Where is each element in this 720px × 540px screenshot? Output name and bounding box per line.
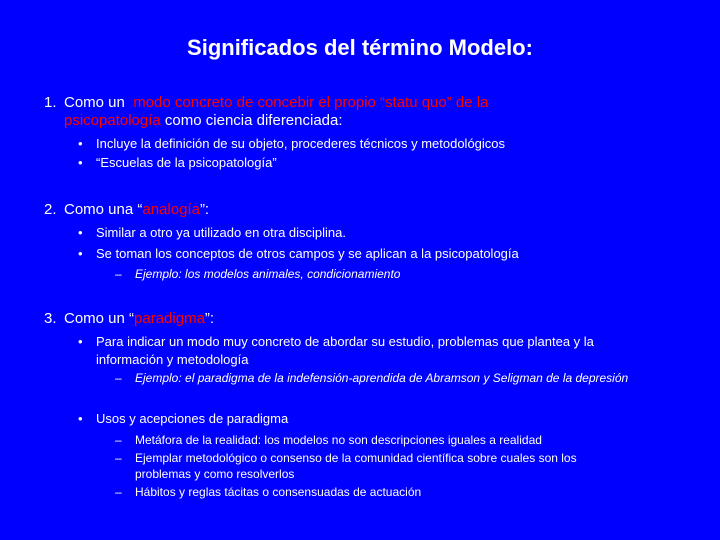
- section-3-highlight: paradigma: [134, 310, 205, 327]
- section-1-highlight-b: psicopatología: [64, 112, 161, 129]
- dash-icon: –: [115, 451, 122, 465]
- section-2-suffix: ”:: [199, 201, 210, 218]
- section-3-bullet-2-sub-1: [115, 432, 710, 448]
- bullet-text: Similar a otro ya utilizado en otra disciplina.: [96, 225, 347, 240]
- section-3-bullet-2-sub-3: [115, 484, 710, 500]
- sub-text: Ejemplo: el paradigma de la indefensión-aprendida de Abramson y Seligman de la depresión: [135, 371, 629, 385]
- section-3-prefix: Como un “: [64, 310, 135, 327]
- sub-text-line-1: Ejemplar metodológico o consenso de la comunidad científica sobre cuales son los: [135, 451, 577, 465]
- section-2-prefix: Como una “: [64, 201, 143, 218]
- bullet-icon: •: [78, 155, 83, 170]
- section-1: [44, 94, 714, 130]
- sub-text: Metáfora de la realidad: los modelos no son descripciones iguales a realidad: [135, 433, 542, 447]
- bullet-text-line-2: información y metodología: [96, 352, 249, 367]
- section-3-bullet-2: [78, 410, 708, 428]
- sub-text: Ejemplo: los modelos animales, condicionamiento: [135, 267, 401, 281]
- section-3-bullet-1-sub: [115, 370, 715, 386]
- sub-text-line-2: problemas y como resolverlos: [135, 467, 295, 481]
- section-2: [44, 201, 714, 219]
- section-1-bullet-2: [78, 154, 708, 172]
- dash-icon: –: [115, 485, 122, 499]
- section-1-suffix: como ciencia diferenciada:: [164, 112, 343, 129]
- section-3-bullet-2-sub-2: [115, 450, 710, 482]
- section-2-bullet-1: [78, 224, 708, 242]
- section-2-bullet-2: [78, 245, 708, 263]
- slide-title: Significados del término Modelo:: [187, 35, 533, 60]
- bullet-icon: •: [78, 136, 83, 151]
- bullet-text: Incluye la definición de su objeto, procederes técnicos y metodológicos: [96, 136, 506, 151]
- bullet-text: “Escuelas de la psicopatología”: [96, 155, 277, 170]
- section-2-sub-1: [115, 266, 710, 282]
- dash-icon: –: [115, 267, 122, 281]
- section-3-suffix: ”:: [204, 310, 215, 327]
- section-1-number: 1.: [44, 94, 57, 111]
- section-3-bullet-1: [78, 333, 718, 369]
- section-1-highlight-a: modo concreto de concebir el propio “statu quo” de la: [133, 94, 489, 111]
- section-3-number: 3.: [44, 310, 57, 327]
- section-1-bullet-1: [78, 135, 708, 153]
- sub-text: Hábitos y reglas tácitas o consensuadas de actuación: [135, 485, 422, 499]
- section-3: [44, 310, 714, 328]
- bullet-text-line-1: Para indicar un modo muy concreto de abordar su estudio, problemas que plantea y la: [96, 334, 594, 349]
- bullet-text: Se toman los conceptos de otros campos y se aplican a la psicopatología: [96, 246, 519, 261]
- bullet-icon: •: [78, 411, 83, 426]
- section-2-highlight: analogía: [142, 201, 200, 218]
- dash-icon: –: [115, 433, 122, 447]
- section-1-prefix: Como un: [64, 94, 125, 111]
- section-2-number: 2.: [44, 201, 57, 218]
- bullet-icon: •: [78, 334, 83, 349]
- bullet-icon: •: [78, 246, 83, 261]
- bullet-icon: •: [78, 225, 83, 240]
- bullet-text: Usos y acepciones de paradigma: [96, 411, 289, 426]
- dash-icon: –: [115, 371, 122, 385]
